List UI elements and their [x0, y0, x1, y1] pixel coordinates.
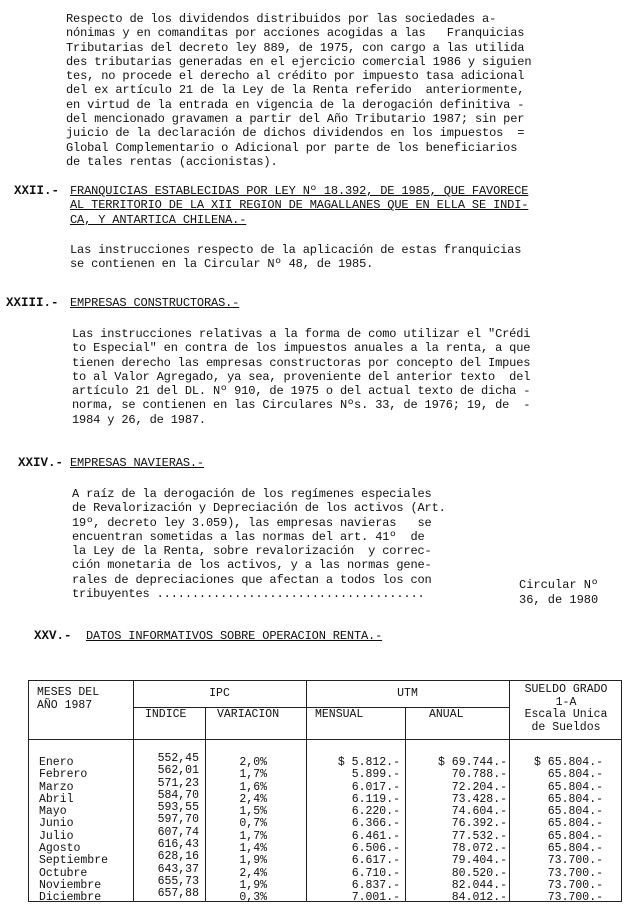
mensual-cell: 6.461.-: [351, 829, 400, 843]
intro-line: des tributarias generadas en el ejercicio comercial 1986 y siguien: [66, 54, 532, 69]
indice-cell: 552,45: [157, 752, 199, 765]
anual-cell: 80.520.-: [451, 866, 507, 880]
mensual-cell: 6.617.-: [351, 854, 400, 868]
mensual-cell: 6.017.-: [351, 780, 400, 794]
section-title-line: FRANQUICIAS ESTABLECIDAS POR LEY Nº 18.392, DE 1985, QUE FAVORECE: [70, 184, 529, 198]
sueldo-cell: 65.804.-: [547, 805, 603, 819]
header-sueldo: [509, 684, 623, 734]
section-body-line: tienen derecho las empresas constructoras por concepto del Impues: [72, 355, 531, 370]
section-body-franquicias: [70, 243, 521, 272]
section-title-franquicias: [70, 184, 528, 227]
month-cell: Diciembre: [39, 891, 102, 905]
header-anual: ANUAL: [429, 708, 464, 721]
variacion-cell: 2,4%: [239, 792, 267, 806]
indice-cell: 562,01: [157, 764, 199, 778]
mensual-cell: 5.899.-: [351, 768, 400, 782]
month-cell: Febrero: [39, 768, 88, 782]
sueldo-cell: 65.804.-: [547, 842, 603, 856]
section-body-line: de Revalorización y Depreciación de los activos (Art.: [72, 501, 446, 516]
indice-cell: 571,23: [157, 776, 199, 790]
months-column: [39, 757, 108, 905]
mensual-column: [306, 757, 400, 905]
sueldo-cell: 73.700.-: [547, 878, 603, 892]
section-title-constructoras: [70, 296, 239, 310]
header-indice: INDICE: [145, 708, 187, 721]
section-body-line: Las instrucciones relativas a la forma de como utilizar el "Crédi: [72, 327, 531, 341]
indice-cell: 616,43: [157, 838, 199, 852]
anual-cell: 82.044.-: [451, 878, 507, 892]
anual-cell: 74.604.-: [451, 805, 507, 819]
sueldo-column: [509, 757, 603, 905]
month-cell: Mayo: [39, 805, 67, 819]
anual-cell: 76.392.-: [451, 817, 507, 831]
section-title-datos: [86, 629, 382, 643]
header-sueldo-line: de Sueldos: [531, 720, 601, 734]
anual-cell: 70.788.-: [451, 768, 507, 782]
section-body-line: tribuyentes ......................................: [72, 587, 425, 602]
indice-cell: 657,88: [157, 887, 199, 901]
sueldo-cell: 65.804.-: [547, 792, 603, 806]
intro-line: Tributarias del decreto ley 889, de 1975, con cargo a las utilida: [66, 40, 525, 55]
variacion-cell: 1,9%: [239, 878, 267, 892]
mensual-cell: 7.001.-: [351, 891, 400, 905]
variacion-cell: 1,9%: [239, 854, 267, 868]
month-cell: Marzo: [39, 780, 74, 794]
mensual-cell: 6.366.-: [351, 817, 400, 831]
circular-line: Circular Nº: [519, 578, 599, 592]
header-sueldo-line: SUELDO GRADO: [524, 683, 608, 696]
variacion-column: [205, 757, 267, 905]
anual-column: [405, 757, 507, 905]
header-meses: [37, 686, 99, 712]
section-number-xxiii: XXIII.-: [6, 296, 59, 310]
section-body-line: ción monetaria de los activos, y a las normas gene-: [72, 558, 432, 573]
month-cell: Octubre: [39, 866, 88, 880]
indice-cell: 597,70: [157, 813, 199, 827]
variacion-cell: 1,7%: [239, 829, 267, 843]
indice-cell: 584,70: [157, 788, 199, 802]
indice-cell: 593,55: [157, 801, 199, 815]
month-cell: Agosto: [39, 842, 81, 856]
circular-line: 36, de 1980: [519, 592, 599, 607]
intro-line: del ex artículo 21 de la Ley de la Renta referido anteriormente,: [66, 83, 525, 98]
intro-line: tes, no procede el derecho al crédito por impuesto tasa adicional: [66, 69, 525, 84]
variacion-cell: 1,6%: [239, 780, 267, 794]
mensual-cell: 6.220.-: [351, 805, 400, 819]
section-number-xxiv: XXIV.-: [18, 456, 64, 470]
anual-cell: 72.204.-: [451, 780, 507, 794]
mensual-cell: 6.506.-: [351, 842, 400, 856]
month-cell: Junio: [39, 817, 74, 831]
section-title-line: CA, Y ANTARTICA CHILENA.-: [70, 212, 247, 227]
intro-line: en virtud de la entrada en vigencia de la derogación definitiva -: [66, 97, 525, 112]
month-cell: Septiembre: [39, 854, 109, 868]
sueldo-cell: 65.804.-: [547, 829, 603, 843]
section-title-navieras: [70, 456, 204, 470]
section-body-line: to al Valor Agregado, ya sea, proveniente del anterior texto del: [72, 369, 531, 384]
section-body-line: se contienen en la Circular Nº 48, de 1985.: [70, 257, 374, 272]
anual-cell: 73.428.-: [451, 792, 507, 806]
sueldo-cell: 73.700.-: [547, 891, 603, 905]
month-cell: Noviembre: [39, 878, 102, 892]
section-body-constructoras: [72, 327, 530, 427]
header-meses-line: AÑO 1987: [37, 699, 93, 712]
indice-cell: 655,73: [157, 874, 199, 888]
section-body-line: A raíz de la derogación de los regímenes especiales: [72, 487, 432, 501]
section-body-navieras: [72, 487, 446, 601]
sueldo-cell: 65.804.-: [547, 817, 603, 831]
intro-line: Global Complementario o Adicional por parte de los beneficiarios: [66, 140, 518, 155]
section-body-line: la Ley de la Renta, sobre revalorización y correc-: [72, 544, 432, 559]
mensual-cell: 6.837.-: [351, 878, 400, 892]
anual-cell: $ 69.744.-: [437, 756, 507, 769]
circular-reference: [519, 578, 598, 607]
variacion-cell: 1,5%: [239, 805, 267, 819]
section-body-line: rales de depreciaciones que afectan a todos los con: [72, 572, 432, 587]
section-body-line: artículo 21 del DL. Nº 910, de 1975 o del actual texto de dicha -: [72, 384, 531, 399]
header-mensual: MENSUAL: [315, 708, 364, 721]
section-number-xxv: XXV.-: [34, 629, 72, 643]
section-body-line: 1984 y 26, de 1987.: [72, 412, 206, 427]
variacion-cell: 0,7%: [239, 817, 267, 831]
indice-cell: 628,16: [157, 850, 199, 864]
sueldo-cell: 65.804.-: [547, 768, 603, 782]
anual-cell: 84.012.-: [451, 891, 507, 905]
intro-line: de tales rentas (accionistas).: [66, 154, 278, 169]
anual-cell: 79.404.-: [451, 854, 507, 868]
indice-cell: 643,37: [157, 862, 199, 876]
intro-line: nónimas y en comanditas por acciones acogidas a las Franquicias: [66, 26, 525, 41]
intro-line: Respecto de los dividendos distribuidos por las sociedades a-: [66, 12, 497, 26]
section-number-xxii: XXII.-: [14, 184, 60, 198]
renta-data-table: [28, 680, 622, 905]
indice-cell: 607,74: [157, 825, 199, 839]
variacion-cell: 2,0%: [239, 756, 267, 769]
section-body-line: norma, se contienen en las Circulares Nºs. 33, de 1976; 19, de -: [72, 398, 531, 413]
header-meses-line: MESES DEL: [37, 686, 100, 699]
month-cell: Enero: [39, 756, 74, 769]
section-title-line: DATOS INFORMATIVOS SOBRE OPERACION RENTA.-: [86, 629, 383, 643]
section-title-line: EMPRESAS NAVIERAS.-: [70, 456, 204, 470]
section-title-line: EMPRESAS CONSTRUCTORAS.-: [70, 296, 240, 310]
section-body-line: 19º, decreto ley 3.059), las empresas navieras se: [72, 515, 432, 530]
sueldo-cell: 73.700.-: [547, 854, 603, 868]
mensual-cell: $ 5.812.-: [337, 756, 400, 769]
section-body-line: Las instrucciones respecto de la aplicación de estas franquicias: [70, 243, 522, 257]
section-body-line: encuentran sometidas a las normas del art. 41º de: [72, 529, 425, 544]
month-cell: Abril: [39, 792, 74, 806]
indice-column: [133, 753, 199, 901]
mensual-cell: 6.119.-: [351, 792, 400, 806]
intro-paragraph: [66, 12, 531, 169]
anual-cell: 77.532.-: [451, 829, 507, 843]
variacion-cell: 1,4%: [239, 842, 267, 856]
header-sueldo-line: Escala Unica: [524, 708, 608, 721]
sueldo-cell: $ 65.804.-: [533, 756, 603, 769]
intro-line: del mencionado gravamen a partir del Año Tributario 1987; sin per: [66, 112, 525, 127]
section-body-line: to Especial" en contra de los impuestos anuales a la renta, a que: [72, 341, 531, 356]
mensual-cell: 6.710.-: [351, 866, 400, 880]
anual-cell: 78.072.-: [451, 842, 507, 856]
header-variacion: VARIACION: [217, 708, 280, 721]
header-sueldo-line: 1-A: [555, 695, 577, 709]
intro-line: juicio de la declaración de dichos dividendos en los impuestos =: [66, 126, 525, 141]
header-ipc: IPC: [209, 687, 230, 700]
sueldo-cell: 65.804.-: [547, 780, 603, 794]
sueldo-cell: 73.700.-: [547, 866, 603, 880]
variacion-cell: 2,4%: [239, 866, 267, 880]
month-cell: Julio: [39, 829, 74, 843]
header-utm: UTM: [397, 687, 418, 700]
variacion-cell: 0,3%: [239, 891, 267, 905]
section-title-line: AL TERRITORIO DE LA XII REGION DE MAGALLANES QUE EN ELLA SE INDI-: [70, 198, 529, 213]
variacion-cell: 1,7%: [239, 768, 267, 782]
